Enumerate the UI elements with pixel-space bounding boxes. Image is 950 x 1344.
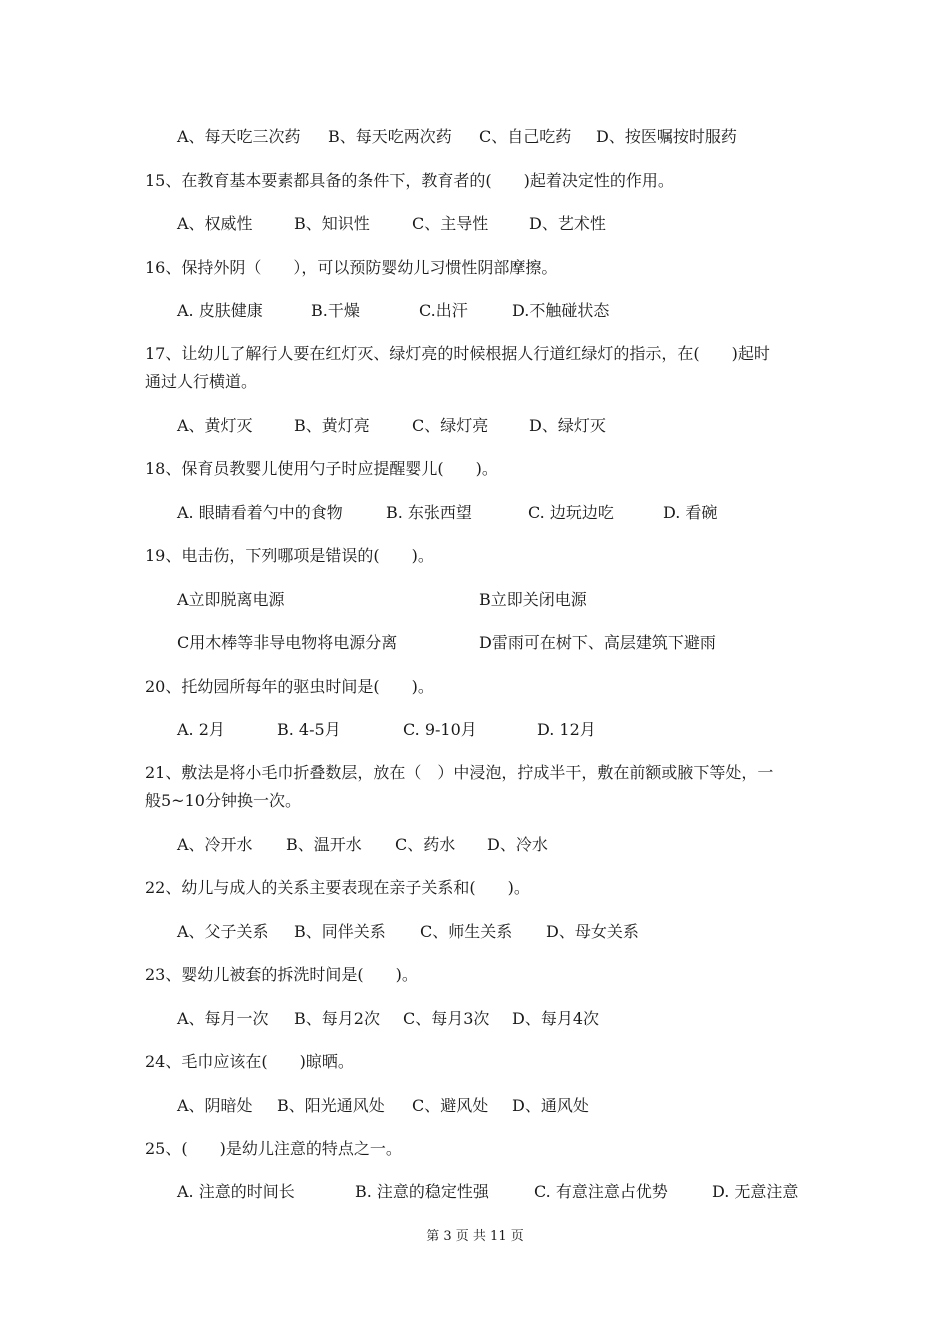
q18-option-b: B. 东张西望 xyxy=(386,503,472,522)
q24-stem: 24、毛巾应该在( )晾晒。 xyxy=(145,1052,354,1071)
q17-option-d: D、绿灯灭 xyxy=(529,416,606,435)
q15-stem: 15、在教育基本要素都具备的条件下，教育者的( )起着决定性的作用。 xyxy=(145,171,674,190)
q25-option-c: C. 有意注意占优势 xyxy=(534,1182,668,1201)
q19-option-c: C用木棒等非导电物将电源分离 xyxy=(177,633,398,652)
q24-option-a: A、阴暗处 xyxy=(177,1096,253,1115)
q17-stem-line1: 17、让幼儿了解行人要在红灯灭、绿灯亮的时候根据人行道红绿灯的指示，在( )起时 xyxy=(145,344,770,363)
q16-option-b: B.干燥 xyxy=(311,301,360,320)
q15-option-a: A、权威性 xyxy=(177,214,253,233)
q21-stem-line1: 21、敷法是将小毛巾折叠数层，放在（ ）中浸泡，拧成半干，敷在前额或腋下等处，一 xyxy=(145,763,774,782)
q20-stem: 20、托幼园所每年的驱虫时间是( )。 xyxy=(145,677,434,696)
q18-stem: 18、保育员教婴儿使用勺子时应提醒婴儿( )。 xyxy=(145,459,498,478)
q24-option-b: B、阳光通风处 xyxy=(277,1096,385,1115)
q22-option-d: D、母女关系 xyxy=(546,922,639,941)
q19-stem: 19、电击伤，下列哪项是错误的( )。 xyxy=(145,546,434,565)
q14-option-b: B、每天吃两次药 xyxy=(328,127,452,146)
q23-option-a: A、每月一次 xyxy=(177,1009,269,1028)
q16-stem: 16、保持外阴（ ），可以预防婴幼儿习惯性阴部摩擦。 xyxy=(145,258,558,277)
q14-option-a: A、每天吃三次药 xyxy=(177,127,301,146)
q21-option-b: B、温开水 xyxy=(286,835,362,854)
q21-option-c: C、药水 xyxy=(395,835,456,854)
q23-stem: 23、婴幼儿被套的拆洗时间是( )。 xyxy=(145,965,418,984)
q22-stem: 22、幼儿与成人的关系主要表现在亲子关系和( )。 xyxy=(145,878,530,897)
q14-option-c: C、自己吃药 xyxy=(479,127,572,146)
q20-option-d: D. 12月 xyxy=(537,720,596,739)
q22-option-a: A、父子关系 xyxy=(177,922,269,941)
q17-option-a: A、黄灯灭 xyxy=(177,416,253,435)
q24-option-d: D、通风处 xyxy=(512,1096,589,1115)
q25-option-a: A. 注意的时间长 xyxy=(177,1182,295,1201)
q18-option-d: D. 看碗 xyxy=(663,503,718,522)
q21-option-d: D、冷水 xyxy=(487,835,548,854)
q17-stem-line2: 通过人行横道。 xyxy=(145,372,258,391)
q20-option-a: A. 2月 xyxy=(177,720,225,739)
q15-option-b: B、知识性 xyxy=(294,214,370,233)
q20-option-b: B. 4-5月 xyxy=(277,720,341,739)
q20-option-c: C. 9-10月 xyxy=(403,720,477,739)
q14-option-d: D、按医嘱按时服药 xyxy=(596,127,737,146)
q19-option-b: B立即关闭电源 xyxy=(479,590,587,609)
q25-stem: 25、( )是幼儿注意的特点之一。 xyxy=(145,1139,402,1158)
q21-option-a: A、冷开水 xyxy=(177,835,253,854)
q16-option-c: C.出汗 xyxy=(419,301,468,320)
q18-option-c: C. 边玩边吃 xyxy=(528,503,614,522)
q23-option-d: D、每月4次 xyxy=(512,1009,600,1028)
q16-option-a: A. 皮肤健康 xyxy=(177,301,263,320)
q18-option-a: A. 眼睛看着勺中的食物 xyxy=(177,503,343,522)
q22-option-b: B、同伴关系 xyxy=(294,922,386,941)
q25-option-b: B. 注意的稳定性强 xyxy=(355,1182,489,1201)
page-footer: 第 3 页 共 11 页 xyxy=(426,1229,524,1244)
q22-option-c: C、师生关系 xyxy=(420,922,513,941)
q19-option-d: D雷雨可在树下、高层建筑下避雨 xyxy=(479,633,716,652)
q21-stem-line2: 般5~10分钟换一次。 xyxy=(145,791,301,810)
q25-option-d: D. 无意注意 xyxy=(712,1182,799,1201)
q17-option-b: B、黄灯亮 xyxy=(294,416,370,435)
q15-option-c: C、主导性 xyxy=(412,214,489,233)
q17-option-c: C、绿灯亮 xyxy=(412,416,489,435)
q19-option-a: A立即脱离电源 xyxy=(177,590,285,609)
q15-option-d: D、艺术性 xyxy=(529,214,606,233)
q23-option-c: C、每月3次 xyxy=(403,1009,490,1028)
q16-option-d: D.不触碰状态 xyxy=(512,301,610,320)
q24-option-c: C、避风处 xyxy=(412,1096,489,1115)
q23-option-b: B、每月2次 xyxy=(294,1009,380,1028)
